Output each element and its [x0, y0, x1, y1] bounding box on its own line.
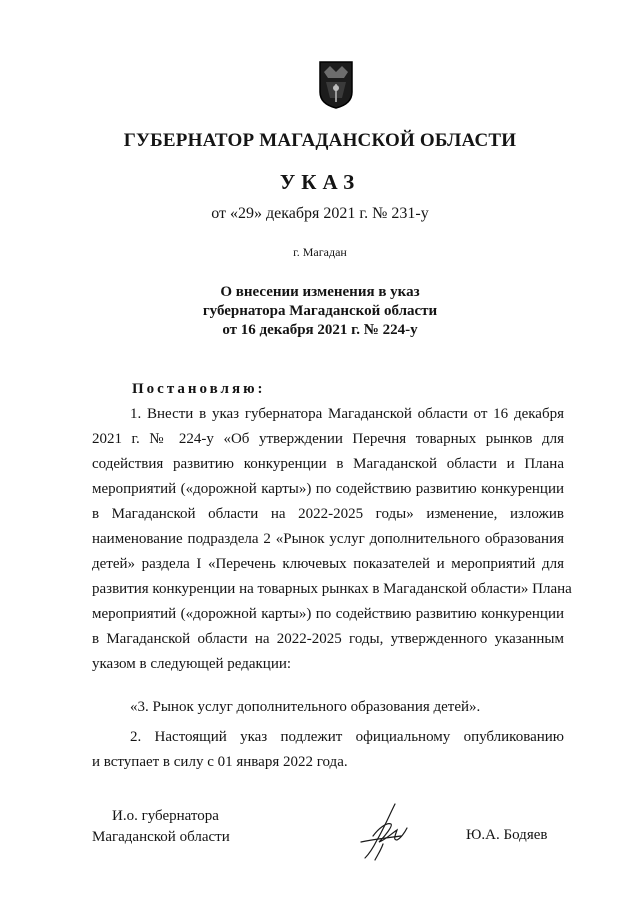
- signer-name: Ю.А. Бодяев: [466, 827, 548, 843]
- text-line: детей» раздела I «Перечень ключевых показателей и мероприятий для: [92, 556, 564, 572]
- text-line: указом в следующей редакции:: [92, 656, 292, 672]
- text-line: в Магаданской области на 2022-2025 годы, утвержденного указанным: [92, 631, 564, 647]
- text-line: мероприятий («дорожной карты») по содействию развитию конкуренции: [92, 481, 564, 497]
- text-line: содействия развитию конкуренции в Магаданской области и Плана: [92, 456, 564, 472]
- signer-position-line: Магаданской области: [92, 829, 230, 845]
- paragraph-2: [92, 725, 564, 775]
- text-line: 1. Внести в указ губернатора Магаданской области от 16 декабря: [130, 406, 564, 422]
- subject-line: губернатора Магаданской области: [202, 303, 438, 319]
- text-line: 2. Настоящий указ подлежит официальному опубликованию: [130, 729, 564, 745]
- signer-position: [92, 806, 230, 848]
- paragraph-1: [92, 402, 572, 677]
- text-line: наименование подраздела 2 «Рынок услуг дополнительного образования: [92, 531, 564, 547]
- resolve-heading: Постановляю:: [132, 381, 266, 397]
- signer-position-line: И.о. губернатора: [112, 808, 219, 824]
- quoted-amendment: [92, 695, 564, 720]
- text-line: в Магаданской области на 2022-2025 годы» изменение, изложив: [92, 506, 564, 522]
- decree-date-number: от «29» декабря 2021 г. № 231-у: [211, 205, 429, 222]
- text-line: «3. Рынок услуг дополнительного образования детей».: [130, 699, 481, 715]
- authority-title: ГУБЕРНАТОР МАГАДАНСКОЙ ОБЛАСТИ: [123, 130, 517, 151]
- subject-line: О внесении изменения в указ: [220, 284, 420, 300]
- text-line: развития конкуренции на товарных рынках в Магаданской области» Плана: [92, 581, 572, 597]
- handwritten-signature-icon: [355, 800, 415, 862]
- subject-line: от 16 декабря 2021 г. № 224-у: [222, 322, 418, 338]
- document-type-heading: УКАЗ: [279, 170, 361, 194]
- decree-subject: [0, 283, 640, 340]
- text-line: мероприятий («дорожной карты») по содействию развитию конкуренции: [92, 606, 564, 622]
- coat-of-arms-emblem-icon: [316, 58, 356, 110]
- issuing-city: г. Магадан: [293, 245, 347, 259]
- text-line: и вступает в силу с 01 января 2022 года.: [92, 754, 348, 770]
- text-line: 2021 г. № 224-у «Об утверждении Перечня товарных рынков для: [92, 431, 564, 447]
